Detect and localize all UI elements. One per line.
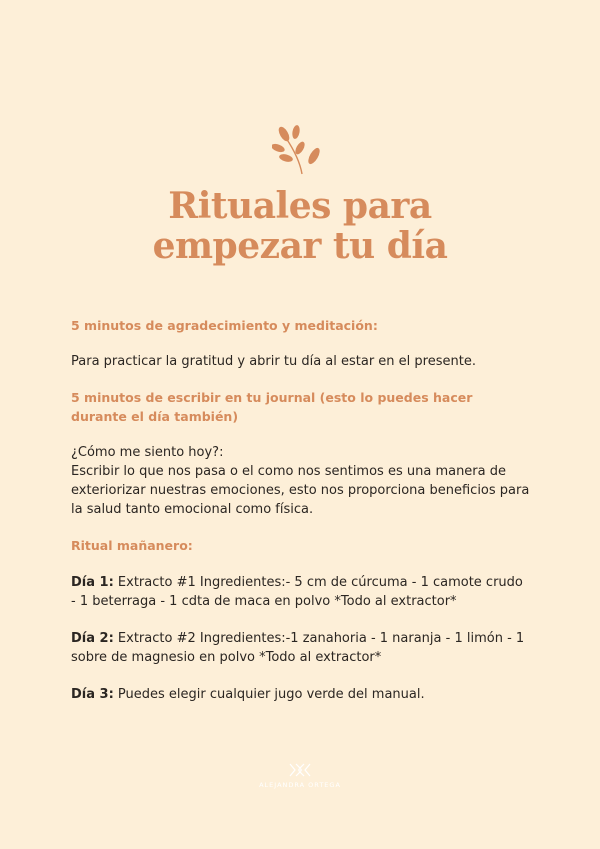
day-3-text: Puedes elegir cualquier jugo verde del manual.: [113, 687, 425, 702]
day-1-entry: [71, 573, 531, 611]
gratitude-text: Para practicar la gratitud y abrir tu día al estar en el presente.: [71, 354, 476, 369]
leaf-branch-icon: [272, 124, 328, 176]
day-2-label: Día 2:: [71, 631, 114, 646]
journal-heading: 5 minutos de escribir en tu journal (esto lo puedes hacer durante el día también): [71, 390, 473, 424]
journal-question: ¿Cómo me siento hoy?:: [71, 445, 224, 460]
journal-text: Escribir lo que nos pasa o el como nos sentimos es una manera de exteriorizar nuestras emociones, esto nos proporciona beneficios para la salud tanto emocional como física.: [71, 464, 530, 517]
gratitude-heading: 5 minutos de agradecimiento y meditación:: [71, 318, 378, 333]
title-line-1: Rituales para: [168, 185, 432, 227]
day-3-label: Día 3:: [71, 687, 114, 702]
title-line-2: empezar tu día: [152, 225, 448, 267]
brand-name: ALEJANDRA ORTEGA: [259, 781, 341, 789]
day-2-text: Extracto #2 Ingredientes:-1 zanahoria - 1 naranja - 1 limón - 1 sobre de magnesio en polvo *Todo al extractor*: [71, 631, 525, 665]
day-3-entry: [71, 685, 531, 704]
ritual-heading: Ritual mañanero:: [71, 538, 193, 553]
day-2-entry: [71, 629, 531, 667]
page-title: [0, 186, 600, 266]
day-1-label: Día 1:: [71, 575, 114, 590]
content-body: [71, 316, 531, 704]
day-1-text: Extracto #1 Ingredientes:- 5 cm de cúrcuma - 1 camote crudo - 1 beterraga - 1 cdta de maca en polvo *Todo al extractor*: [71, 575, 523, 609]
